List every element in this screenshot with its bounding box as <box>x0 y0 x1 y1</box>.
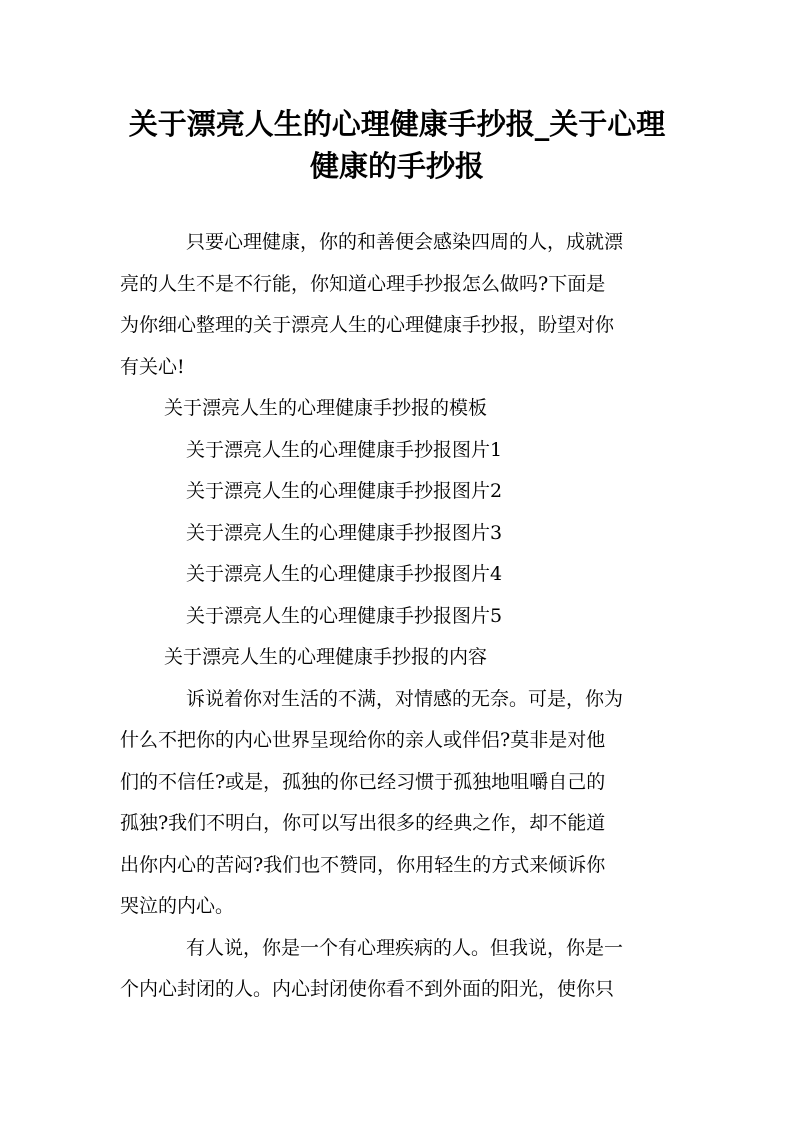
paragraph-line: 个内心封闭的人。内心封闭使你看不到外面的阳光，使你只 <box>120 978 615 1000</box>
image-caption: 关于漂亮人生的心理健康手抄报图片3 <box>186 521 503 544</box>
paragraph-line: 出你内心的苦闷?我们也不赞同，你用轻生的方式来倾诉你 <box>120 853 606 876</box>
document-body <box>120 222 676 1011</box>
paragraph-line: 哭泣的内心。 <box>120 895 235 917</box>
section-heading-content: 关于漂亮人生的心理健康手抄报的内容 <box>164 646 488 668</box>
title-line-1: 关于漂亮人生的心理健康手抄报_关于心理 <box>128 107 666 141</box>
paragraph-line: 有人说，你是一个有心理疾病的人。但我说，你是一 <box>186 936 624 959</box>
image-caption: 关于漂亮人生的心理健康手抄报图片4 <box>186 563 503 585</box>
paragraph-line: 们的不信任?或是，孤独的你已经习惯于孤独地咀嚼自己的 <box>120 770 606 793</box>
paragraph-intro-line: 只要心理健康，你的和善便会感染四周的人，成就漂 <box>186 231 624 253</box>
paragraph-line: 孤独?我们不明白，你可以写出很多的经典之作，却不能道 <box>120 812 606 834</box>
image-caption: 关于漂亮人生的心理健康手抄报图片5 <box>186 604 503 627</box>
paragraph-line: 诉说着你对生活的不满，对情感的无奈。可是，你为 <box>186 687 624 710</box>
image-caption: 关于漂亮人生的心理健康手抄报图片2 <box>186 480 503 502</box>
paragraph-intro-line: 亮的人生不是不行能，你知道心理手抄报怎么做吗?下面是 <box>120 272 606 295</box>
paragraph-intro-line: 有关心! <box>120 355 185 378</box>
paragraph-line: 什么不把你的内心世界呈现给你的亲人或伴侣?莫非是对他 <box>120 729 606 751</box>
section-heading-template: 关于漂亮人生的心理健康手抄报的模板 <box>164 397 488 419</box>
document-title <box>100 103 694 187</box>
image-caption: 关于漂亮人生的心理健康手抄报图片1 <box>186 438 503 461</box>
paragraph-intro-line: 为你细心整理的关于漂亮人生的心理健康手抄报，盼望对你 <box>120 314 615 336</box>
title-line-2: 健康的手抄报 <box>309 149 484 183</box>
